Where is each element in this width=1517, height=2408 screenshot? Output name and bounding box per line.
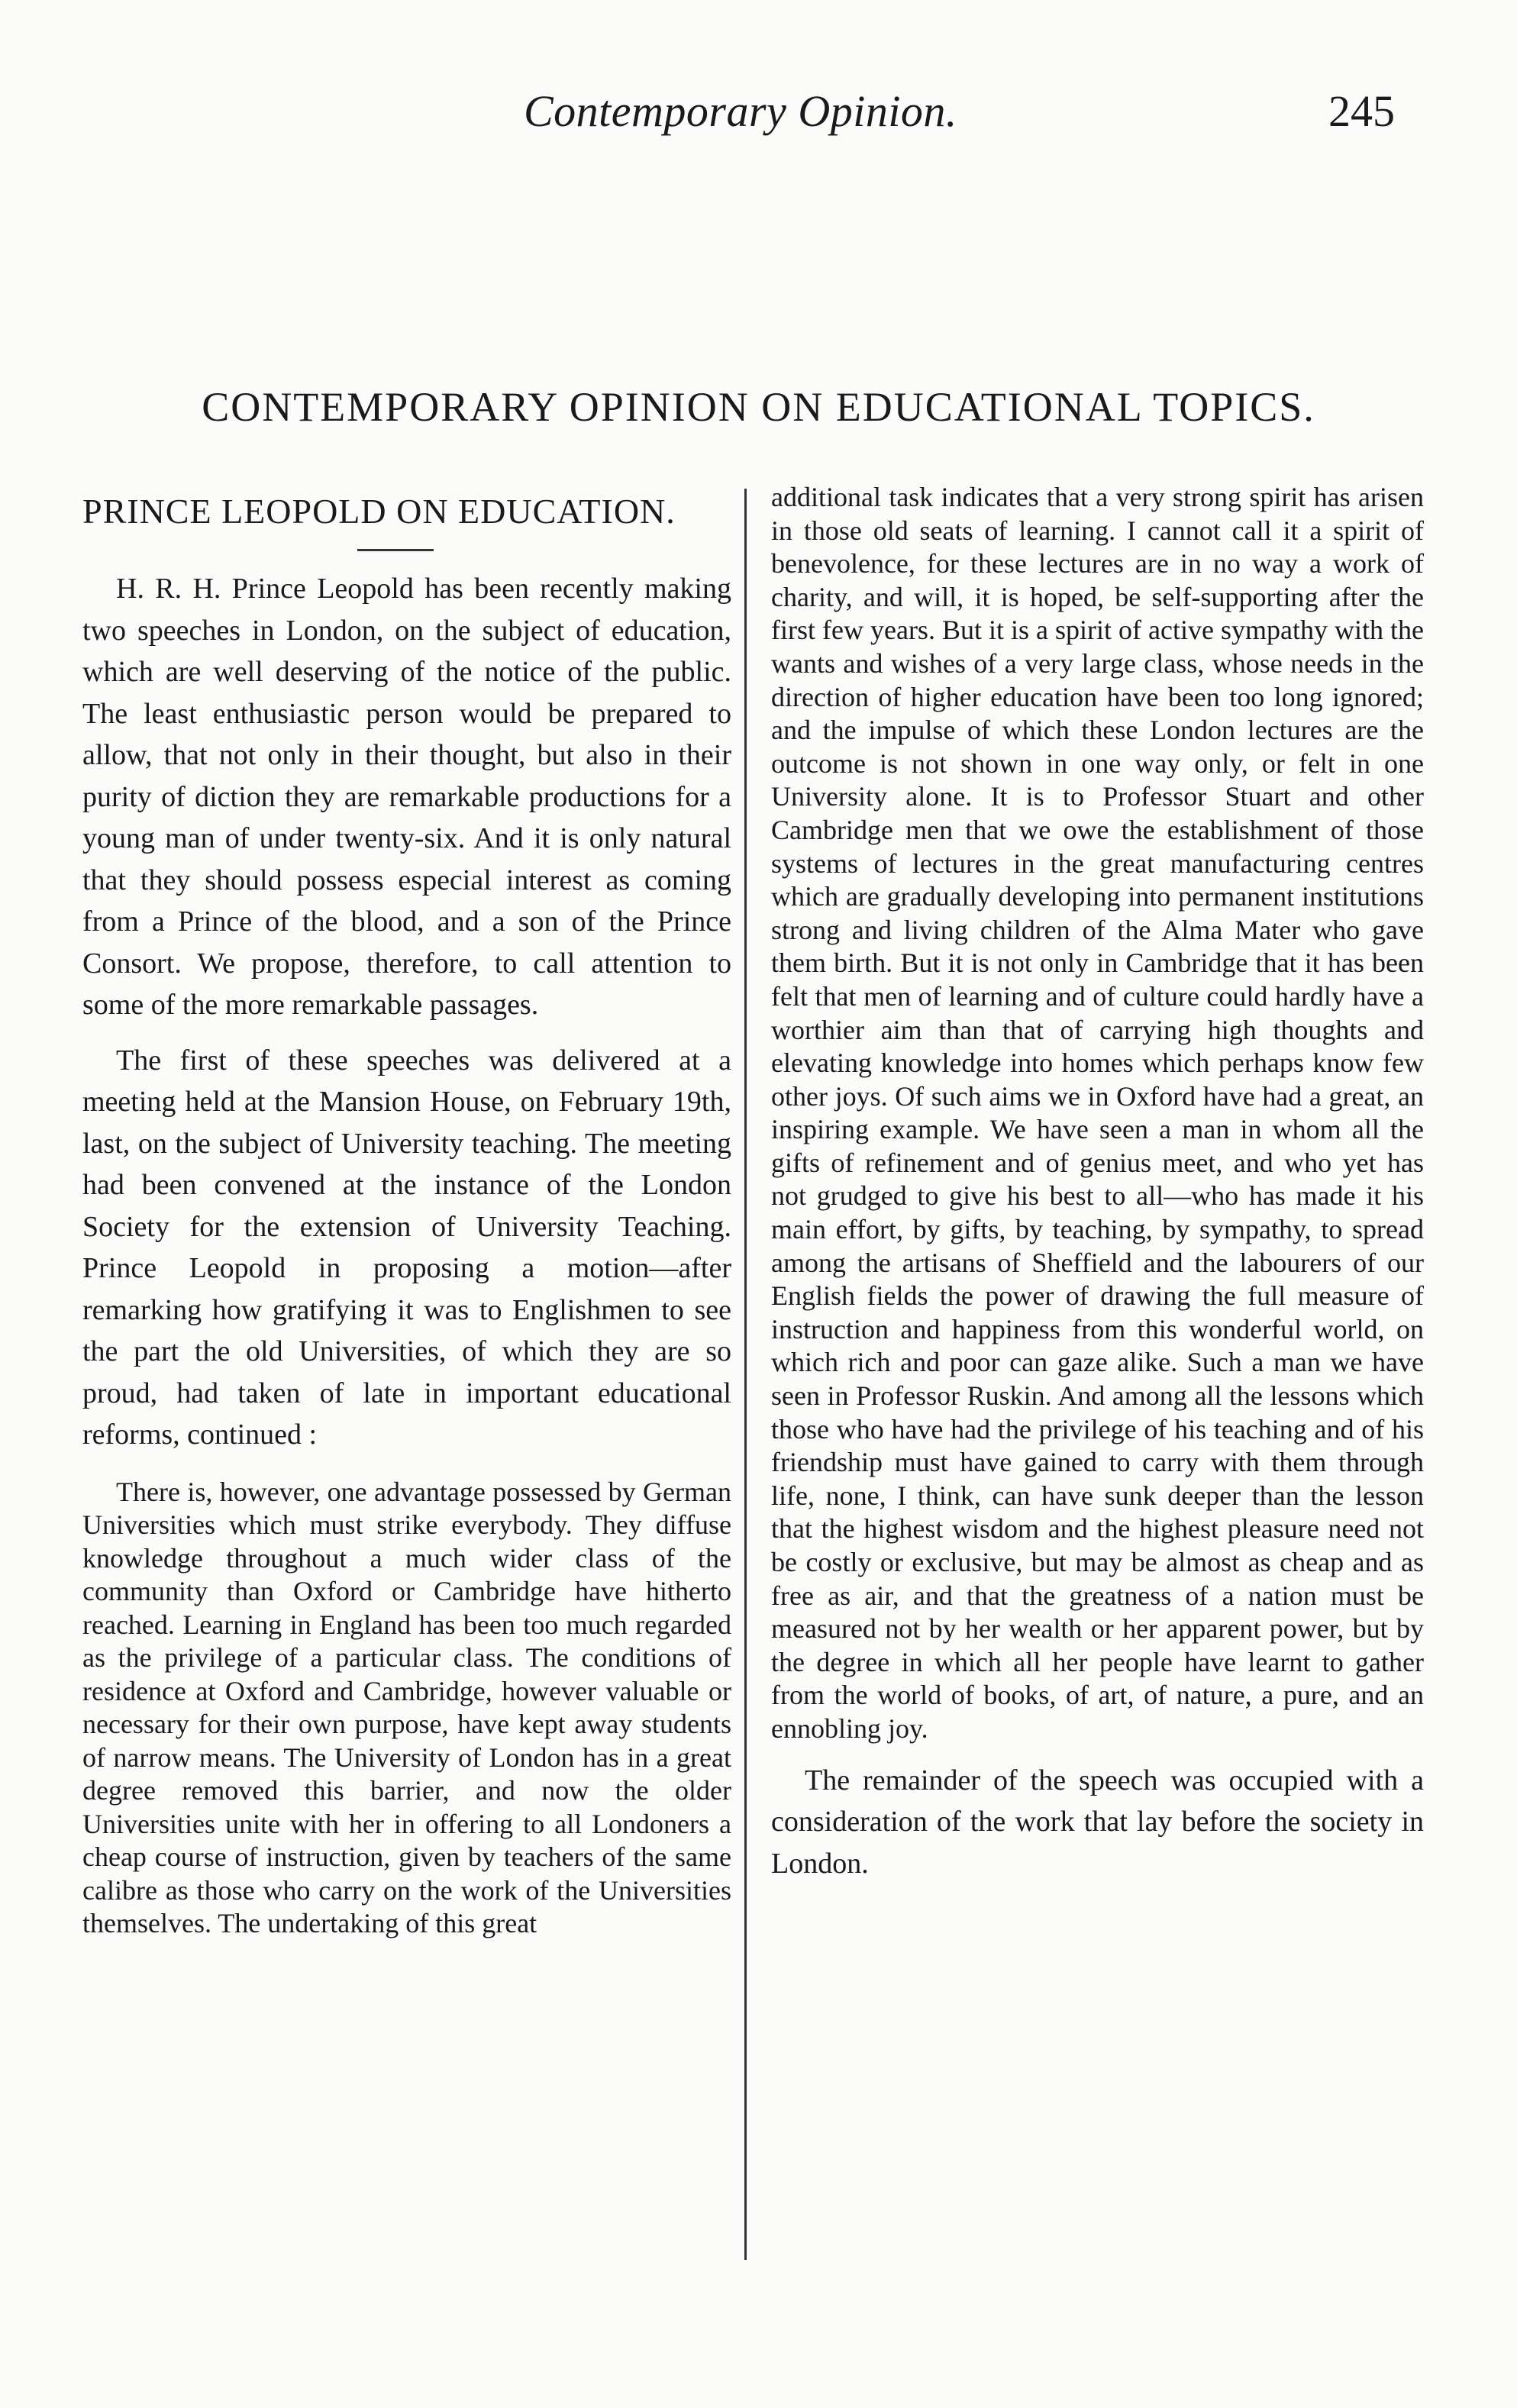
page-number: 245 bbox=[1328, 86, 1395, 136]
right-column bbox=[771, 481, 1424, 1884]
paragraph-closing: The remainder of the speech was occupied with a consideration of the work that lay before the society in London. bbox=[771, 1764, 1424, 1880]
speech-quote-continued: additional task indicates that a very strong spirit has arisen in those old seats of learning. I cannot call it a spirit of benevolence, for these lectures are in no way a work of charity, and will, it is hoped, be self-supporting after the first few years. But it is a spirit of active sympathy with the wants and wishes of a very large class, whose needs in the direction of higher education have been too long ignored; and the impulse of which these London lectures are the outcome is not shown in one way only, or felt in one University alone. It is to Professor Stuart and other Cambridge men that we owe the establishment of those systems of lectures in the great manufacturing centres which are gradually developing into permanent institutions strong and living children of the Alma Mater who gave them birth. But it is not only in Cambridge that it has been felt that men of learning and of culture could hardly have a worthier aim than that of carrying high thoughts and elevating knowledge into homes which perhaps know few other joys. Of such aims we in Oxford have had a great, an inspiring example. We have seen a man in whom all the gifts of refinement and of genius meet, and who yet has not grudged to give his best to all—who has made it his main effort, by gifts, by teaching, by sympathy, to spread among the artisans of Sheffield and the labourers of our English fields the power of drawing the full measure of instruction and happiness from this wonderful world, on which rich and poor can gaze alike. Such a man we have seen in Professor Ruskin. And among all the lessons which those who have had the privilege of his teaching and of his friendship must have gained to carry with them through life, none, I think, can have sunk deeper than the lesson that the highest wisdom and the highest pleasure need not be costly or exclusive, but may be almost as cheap and as free as air, and that the greatness of a nation must be measured not by her wealth or her apparent power, but by the degree in which all her people have learnt to gather from the world of books, of art, of nature, a pure, and an ennobling joy. bbox=[771, 482, 1424, 1744]
heading-rule bbox=[357, 549, 434, 551]
article-title: CONTEMPORARY OPINION ON EDUCATIONAL TOPICS. bbox=[202, 384, 1315, 430]
column-divider bbox=[744, 489, 747, 2260]
running-head bbox=[0, 86, 1517, 147]
left-column bbox=[82, 481, 731, 1941]
paragraph-intro: H. R. H. Prince Leopold has been recently making two speeches in London, on the subject of education, which are well deserving of the notice of the public. The least enthusiastic person would be prepared to allow, that not only in their thought, but also in their purity of diction they are remarkable productions for a young man of under twenty-six. And it is only natural that they should possess especial interest as coming from a Prince of the blood, and a son of the Prince Consort. We propose, therefore, to call attention to some of the more remarkable passages. bbox=[82, 573, 731, 1022]
paragraph-first-speech: The first of these speeches was delivered at a meeting held at the Mansion House, on February 19th, last, on the subject of University teaching. The meeting had been convened at the instance of the London Society for the extension of University Teaching. Prince Leopold in proposing a motion—after remarking how gratifying it was to Englishmen to see the part the old Universities, of which they are so proud, had taken of late in important educational reforms, continued : bbox=[82, 1044, 731, 1451]
speech-quote: There is, however, one advantage possessed by German Universities which must strike everybody. They diffuse knowledge throughout a much wider class of the community than Oxford or Cambridge have hitherto reached. Learning in England has been too much regarded as the privilege of a particular class. The conditions of residence at Oxford and Cambridge, however valuable or necessary for their own purpose, have kept away students of narrow means. The University of London has in a great degree removed this barrier, and now the older Universities unite with her in offering to all Londoners a cheap course of instruction, given by teachers of the same calibre as those who carry on the work of the Universities themselves. The undertaking of this great bbox=[82, 1476, 731, 1939]
running-title: Contemporary Opinion. bbox=[524, 86, 957, 136]
section-heading: PRINCE LEOPOLD ON EDUCATION. bbox=[82, 492, 676, 531]
